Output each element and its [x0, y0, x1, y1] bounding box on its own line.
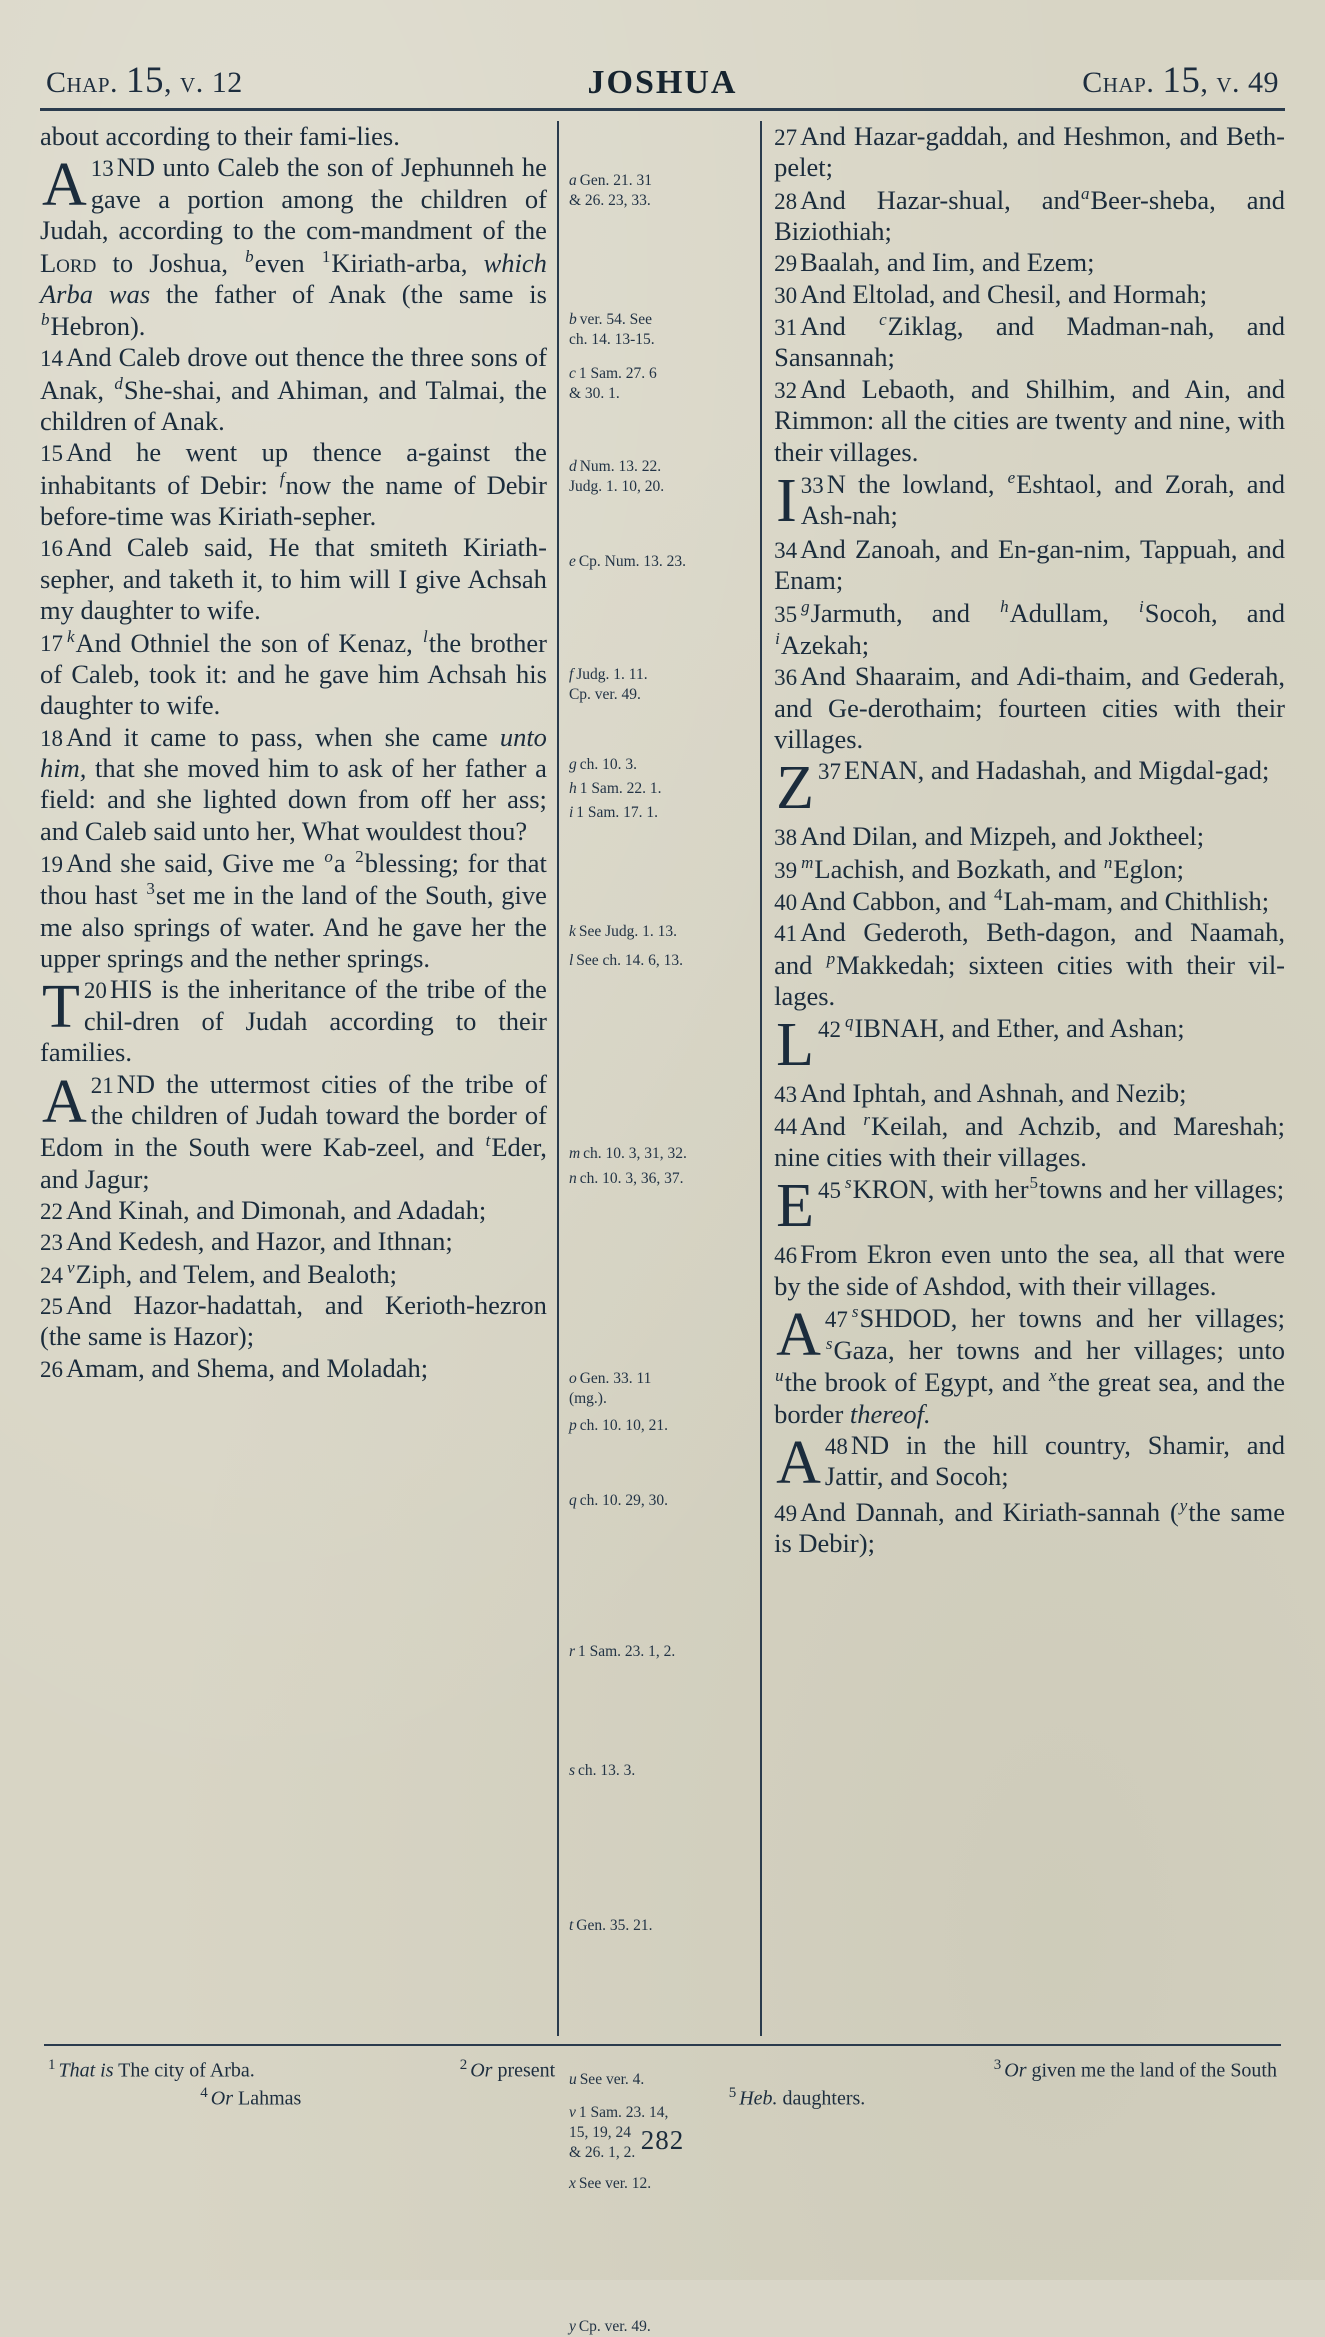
- verse-text: IBNAH, and Ether, and: [854, 1013, 1105, 1043]
- verse-number: 24: [40, 1262, 63, 1288]
- verse-number: 18: [40, 725, 63, 751]
- verse-number: 20: [83, 978, 107, 1004]
- verse-number: 43: [774, 1082, 798, 1108]
- verse-paragraph: 17 $^k$And Othniel the son of Kenaz, $^l$the brother of Caleb, took it: and he gave him Achsah his daughter to wife.: [40, 626, 547, 721]
- note-line: Cp. ver. 49.: [578, 2318, 651, 2336]
- verse-text: ENAN, and Hadashah,: [843, 755, 1087, 786]
- verse-paragraph: 14 And Caleb drove out thence the three sons of Anak, $^d$She-shai, and Ahiman, and Talmai, the children of Anak.: [40, 342, 547, 436]
- verse-number: 37: [817, 759, 841, 785]
- verse-text: ND the uttermost cities of: [116, 1068, 411, 1099]
- note-marker-f: f: [279, 468, 285, 488]
- note-line: ver. 54. See: [579, 311, 653, 329]
- verse-paragraph: 40 And Cabbon, and $^4$Lah-mam, and Chithlish;: [774, 884, 1270, 916]
- note-line: ch. 10. 3.: [579, 755, 637, 773]
- verse-number: 26: [40, 1356, 63, 1382]
- verse-number: 35: [774, 601, 798, 627]
- verse-text-cont: Shamir, and Jattir, and Socoh;: [824, 1430, 1286, 1492]
- note-marker-i2: i: [775, 628, 780, 648]
- verse-paragraph: [40, 1290, 547, 1353]
- verse-paragraph: [774, 279, 1285, 310]
- verse-italic: unto him,: [40, 721, 547, 783]
- note-line: Gen. 35. 21.: [576, 1917, 653, 1935]
- note-mark: i: [568, 803, 574, 821]
- footnote-mark: 2: [459, 2057, 468, 2073]
- verse-paragraph: [40, 1353, 547, 1384]
- cross-reference-note: [569, 2103, 752, 2163]
- footnote-mark: 1: [48, 2057, 56, 2073]
- verse-number: 41: [774, 921, 798, 947]
- drop-cap: Z: [776, 754, 814, 823]
- verse-text: And Zanoah, and En-gan-nim, Tappuah, and Enam;: [774, 533, 1285, 596]
- note-mark: y: [568, 2318, 576, 2336]
- verse-text-cont2: to Joshua,: [96, 247, 245, 278]
- drop-cap: T: [42, 973, 80, 1042]
- note-line: Num. 13. 22.: [579, 457, 662, 475]
- note-line: Gen. 21. 31: [579, 172, 653, 189]
- drop-cap: A: [776, 1429, 821, 1497]
- verse-number: 25: [40, 1293, 63, 1319]
- footnote-item: [48, 2056, 454, 2084]
- note-marker-m: m: [801, 852, 814, 872]
- verse-number: 32: [774, 377, 798, 403]
- note-line: 15, 19, 24: [568, 2123, 631, 2141]
- cross-reference-note: [569, 1416, 752, 1436]
- note-mark: r: [568, 1643, 575, 1661]
- footnote-italic: Or: [210, 2087, 233, 2110]
- note-marker-n: n: [1103, 852, 1113, 872]
- note-marker-u: u: [775, 1366, 784, 1386]
- verse-number: 40: [774, 889, 798, 915]
- footnote-column-left: [48, 2056, 454, 2111]
- note-line: See ver. 4.: [579, 2070, 645, 2088]
- verse-paragraph: 21 A ND the uttermost cities of the tribe of the children of Judah toward the border of Edom in the South were Kab-zeel, and $^t$Eder, and Jagur;: [40, 1067, 547, 1194]
- footnote-text: The city of Arba.: [118, 2059, 255, 2082]
- running-head: [40, 40, 1285, 111]
- verse-paragraph: 33 I N the lowland, $^e$Eshtaol, and Zorah, and Ash-nah;: [776, 466, 1285, 535]
- verse-text: HIS is the inheritance: [109, 974, 347, 1005]
- verse-paragraph: 45 $^s$ E KRON, with her$^5$towns and her villages;: [776, 1172, 1285, 1241]
- cross-reference-note: [569, 922, 752, 942]
- book-title: JOSHUA: [587, 64, 738, 101]
- note-mark: g: [568, 755, 577, 773]
- verse-paragraph: 47 $^s$ A SHDOD, her towns and her villages; $^s$Gaza, her towns and her villages; unto $^u$the brook of Egypt, and $^x$the great sea, and the border thereof.: [774, 1300, 1286, 1429]
- verse-number: 15: [40, 441, 63, 467]
- verse-paragraph: 28 And Hazar-shual, and$^a$Beer-sheba, and Biziothiah;: [774, 183, 1285, 246]
- verse-paragraph: 16 And Caleb said, He that smiteth Kiriath-sepher, and taketh it, to him will I give Achsah my daughter to wife.: [40, 532, 547, 626]
- verse-text-cont: Jephunneh he gave a portion among the children of Judah, according to the com-mandment of the: [40, 152, 547, 246]
- verse-text: And Hazar-gaddah, and Heshmon, and Beth-pelet;: [774, 121, 1285, 183]
- verse-text: And Shaaraim, and Adi-thaim, and Gederah, and Ge-derothaim; fourteen cities with their villages.: [774, 661, 1285, 754]
- verse-text: ND unto Caleb the son of: [116, 152, 394, 183]
- note-line: 1 Sam. 17. 1.: [576, 803, 659, 821]
- verse-number: 39: [774, 857, 798, 883]
- verse-number: 38: [774, 825, 798, 851]
- verse-number: 28: [774, 188, 798, 214]
- verse-number: 21: [90, 1072, 114, 1098]
- note-marker-x3: x: [1048, 1366, 1057, 1386]
- verse-text-cont: of the tribe of the chil-dren of Judah according to their families.: [40, 974, 547, 1068]
- note-mark: e: [568, 553, 576, 571]
- verse-paragraph: 13 A ND unto Caleb the son of Jephunneh he gave a portion among the children of Judah, according to the com-mandment of the Lord to Joshua, $^b$even $^1$Kiriath-arba, which Arba was the father of Anak (the same is $^b$Hebron).: [40, 151, 547, 341]
- running-head-right-verse: , v. 49: [1200, 66, 1279, 99]
- verse-number: 22: [40, 1198, 63, 1224]
- footnote-text: Lahmas: [237, 2087, 302, 2110]
- drop-cap: L: [776, 1011, 814, 1080]
- verse-paragraph: 41 And Gederoth, Beth-dagon, and Naamah, and $^p$Makkedah; sixteen cities with their vil-lages.: [774, 917, 1286, 1011]
- verse-paragraph: 18 And it came to pass, when she came unto him, that she moved him to ask of her father a field: and she lighted down from off her ass; and Caleb said unto her, What wouldest thou?: [40, 721, 547, 846]
- note-line: See Judg. 1. 13.: [578, 922, 677, 940]
- note-marker-k: k: [67, 626, 75, 646]
- note-mark: q: [568, 1491, 577, 1509]
- cross-reference-note: [569, 755, 752, 775]
- verse-text: Amam, and Shema, and Moladah;: [66, 1352, 429, 1383]
- note-mark: h: [568, 779, 577, 797]
- verse-paragraph: [40, 121, 547, 152]
- verse-number: 23: [40, 1230, 63, 1256]
- note-line: & 30. 1.: [568, 384, 620, 402]
- note-line: Judg. 1. 10, 20.: [568, 477, 665, 495]
- note-line: See ch. 14. 6, 13.: [576, 952, 684, 970]
- drop-cap: A: [42, 1067, 87, 1136]
- footnote-marker-3: 3: [146, 879, 155, 899]
- verse-text: And Dilan, and Mizpeh, and Joktheel;: [800, 821, 1205, 852]
- drop-cap: A: [42, 151, 87, 220]
- verse-number: 33: [800, 472, 824, 498]
- cross-reference-note: [569, 1169, 752, 1189]
- note-marker-s3: s: [825, 1334, 833, 1354]
- footnote-text: given me the land of the South: [1031, 2059, 1277, 2082]
- verse-text: And Kinah, and Dimonah, and Adadah;: [66, 1194, 487, 1225]
- note-marker-y: y: [1179, 1496, 1188, 1515]
- verse-italic: which Arba was: [40, 247, 547, 309]
- note-mark: b: [568, 311, 577, 329]
- cross-reference-note: [569, 1916, 752, 1936]
- verse-paragraph: [774, 1430, 1285, 1496]
- footnote-text: daughters.: [782, 2087, 866, 2110]
- verse-text: And Eltolad, and Chesil, and Hormah;: [800, 278, 1208, 309]
- divine-name: Lord: [40, 247, 97, 278]
- verse-paragraph: [774, 247, 1285, 278]
- page-number: 282: [640, 2125, 685, 2156]
- note-line: ch. 10. 10, 21.: [579, 1416, 668, 1434]
- note-line: ch. 10. 29, 30.: [579, 1491, 668, 1509]
- cross-reference-note: [569, 364, 752, 404]
- verse-paragraph: 15 And he went up thence a-gainst the inhabitants of Debir: $^f$now the name of Debir before-time was Kiriath-sepher.: [40, 437, 547, 531]
- running-head-right-chapter: 15: [1162, 60, 1201, 101]
- note-mark: v: [568, 2103, 576, 2121]
- verse-number: 34: [774, 537, 798, 563]
- verse-number: 48: [824, 1434, 848, 1459]
- cross-reference-note: [569, 1369, 752, 1409]
- note-line: 1 Sam. 27. 6: [578, 364, 657, 382]
- note-line: Cp. ver. 49.: [568, 686, 641, 704]
- cross-reference-note: [569, 171, 752, 211]
- verse-number: 19: [40, 851, 63, 877]
- footnote-marker-5: 5: [1029, 1173, 1039, 1193]
- note-marker-q: q: [844, 1012, 854, 1032]
- note-line: ch. 10. 3, 31, 32.: [583, 1145, 687, 1163]
- verse-text: And Lebaoth, and Shilhim, and Ain, and Rimmon: all the cities are twenty and nine, with their villages.: [774, 373, 1285, 467]
- verse-paragraph: 39 $^m$Lachish, and Bozkath, and $^n$Eglon;: [774, 852, 1185, 884]
- cross-reference-note: [569, 1642, 752, 1662]
- running-head-right-prefix: Chap.: [1082, 66, 1155, 99]
- note-line: Gen. 33. 11: [579, 1369, 652, 1387]
- note-mark: k: [568, 922, 576, 940]
- verse-text: From Ekron even unto the sea, all that were by the side of Ashdod, with their villages.: [774, 1239, 1285, 1301]
- verse-text-cont: Ashan;: [1109, 1013, 1185, 1043]
- note-mark: c: [568, 364, 576, 382]
- left-text-column: [40, 121, 557, 2036]
- cross-reference-note: [569, 552, 752, 572]
- verse-text: And Hazor-hadattah, and Kerioth-hezron (the same is Hazor);: [40, 1289, 547, 1352]
- verse-text: And Kedesh, and Hazor, and Ithnan;: [66, 1226, 453, 1257]
- footnote-italic: Heb.: [739, 2087, 778, 2110]
- footnote-column-right: [871, 2056, 1277, 2111]
- running-head-right: [1082, 59, 1279, 102]
- note-marker-o: o: [324, 847, 333, 867]
- verse-paragraph: [774, 661, 1285, 755]
- cross-reference-note: [569, 665, 752, 705]
- note-marker-c: c: [879, 310, 887, 330]
- page-sheet: [40, 40, 1286, 2336]
- running-head-left-verse: , v. 12: [164, 66, 243, 99]
- verse-number: 29: [774, 251, 798, 277]
- verse-paragraph: [774, 374, 1285, 468]
- verse-number: 17: [40, 631, 63, 657]
- verse-number: 16: [40, 536, 63, 562]
- note-mark: d: [568, 457, 577, 475]
- running-head-left-prefix: Chap.: [46, 66, 119, 99]
- note-marker-e: e: [1007, 467, 1016, 487]
- verse-paragraph: [40, 974, 547, 1068]
- note-mark: t: [568, 1917, 574, 1935]
- note-marker-b2: b: [41, 310, 50, 330]
- note-mark: l: [568, 952, 574, 970]
- footnote-item: [871, 2056, 1277, 2084]
- drop-cap: E: [776, 1172, 814, 1241]
- note-mark: n: [568, 1170, 577, 1188]
- running-head-left: [46, 59, 243, 102]
- verse-paragraph: [774, 1239, 1285, 1302]
- drop-cap: A: [776, 1300, 821, 1369]
- cross-reference-note: [569, 951, 752, 971]
- note-marker-d: d: [114, 373, 123, 393]
- verse-number: 49: [774, 1500, 798, 1526]
- footnote-italic: That is: [58, 2059, 114, 2082]
- footnote-italic: Or: [470, 2059, 493, 2082]
- footnote-mark: 5: [728, 2084, 737, 2101]
- note-line: Cp. Num. 13. 23.: [578, 553, 687, 571]
- note-marker-b: b: [245, 246, 254, 266]
- note-mark: s: [568, 1762, 575, 1780]
- note-mark: o: [568, 1369, 577, 1387]
- note-line: 1 Sam. 23. 14,: [578, 2103, 669, 2121]
- cross-reference-note: [569, 2317, 752, 2337]
- note-marker-t: t: [485, 1131, 491, 1151]
- cross-reference-note: [569, 2174, 752, 2194]
- verse-number: 31: [774, 315, 798, 340]
- cross-reference-note: [569, 803, 752, 823]
- note-line: Judg. 1. 11.: [576, 666, 648, 684]
- verse-paragraph: [774, 755, 1285, 821]
- footnote-text: present: [497, 2059, 556, 2082]
- note-mark: a: [568, 172, 577, 189]
- verse-paragraph: 49 And Dannah, and Kiriath-sannah ($^y$the same is Debir);: [774, 1496, 1286, 1559]
- cross-reference-note: [569, 457, 752, 497]
- verse-text-cont: and Migdal-gad;: [1093, 755, 1270, 786]
- footnote-marker-2: 2: [355, 847, 364, 867]
- note-line: ch. 14. 13-15.: [568, 331, 655, 349]
- note-marker-g: g: [801, 596, 810, 616]
- verse-paragraph: 24 $^v$Ziph, and Telem, and Bealoth;: [40, 1257, 398, 1289]
- footnote-mark: 4: [200, 2084, 208, 2101]
- footnote-item: [48, 2084, 454, 2112]
- drop-cap: I: [776, 466, 797, 535]
- note-marker-s2: s: [851, 1301, 859, 1321]
- right-text-column: [762, 121, 1285, 2036]
- cross-reference-note: [569, 1761, 752, 1781]
- note-mark: u: [568, 2070, 577, 2088]
- note-line: 1 Sam. 23. 1, 2.: [577, 1643, 676, 1661]
- verse-number: 44: [774, 1114, 798, 1140]
- verse-text: And Iphtah, and Ashnah, and Nezib;: [800, 1078, 1187, 1109]
- verse-paragraph: [774, 534, 1285, 597]
- note-marker-r: r: [863, 1109, 871, 1129]
- verse-number: 36: [774, 665, 798, 691]
- cross-reference-note: [569, 779, 752, 799]
- note-line: ch. 13. 3.: [577, 1762, 636, 1780]
- verse-paragraph: 31 And $^c$Ziklag, and Madman-nah, and Sansannah;: [774, 310, 1286, 373]
- cross-reference-note: [569, 310, 752, 350]
- note-marker-x: v: [67, 1257, 75, 1277]
- verse-number: 27: [774, 125, 798, 150]
- cross-reference-note: [569, 1491, 752, 1511]
- verse-paragraph: 35 $^g$Jarmuth, and $^h$Adullam, $^i$Socoh, and $^i$Azekah;: [774, 596, 1285, 660]
- note-mark: m: [568, 1145, 581, 1163]
- note-line: See ver. 12.: [578, 2175, 652, 2193]
- cross-reference-note: [569, 1144, 752, 1164]
- note-marker-p: p: [826, 948, 836, 968]
- verse-number: 30: [774, 282, 798, 308]
- verse-number: 45: [817, 1178, 841, 1203]
- note-marker-s: s: [844, 1173, 852, 1193]
- verse-paragraph: [40, 1226, 547, 1257]
- note-marker-l: l: [423, 626, 428, 646]
- footnote-marker-4: 4: [993, 884, 1003, 904]
- verse-paragraph: [774, 1012, 1285, 1078]
- verse-paragraph: [40, 1195, 547, 1226]
- verse-number: 46: [774, 1243, 798, 1269]
- verse-text: about according to their fami-lies.: [40, 121, 400, 151]
- note-line: & 26. 1, 2.: [568, 2143, 636, 2161]
- verse-italic: thereof.: [849, 1398, 931, 1429]
- verse-text: ND in the hill country,: [850, 1430, 1131, 1460]
- footnote-italic: Or: [1004, 2059, 1027, 2082]
- note-line: (mg.).: [568, 1389, 607, 1407]
- footnote-marker-1: 1: [321, 246, 331, 266]
- note-marker-h: h: [1000, 596, 1009, 616]
- note-marker-a: a: [1081, 183, 1090, 203]
- footnote-mark: 3: [993, 2057, 1002, 2073]
- note-marker-i: i: [1139, 596, 1144, 616]
- note-line: 1 Sam. 22. 1.: [579, 779, 662, 797]
- verse-paragraph: 44 And $^r$Keilah, and Achzib, and Mareshah; nine cities with their villages.: [774, 1109, 1285, 1172]
- verse-number: 47: [824, 1306, 848, 1332]
- verse-paragraph: 19 And she said, Give me $^o$a $^2$blessing; for that thou hast $^3$set me in the land of the South, give me also springs of water. And he gave her the upper springs and the nether springs.: [40, 847, 547, 973]
- verse-number: 42: [817, 1017, 841, 1042]
- verse-paragraph: [774, 121, 1285, 184]
- verse-text: Baalah, and Iim, and Ezem;: [800, 247, 1095, 278]
- note-line: & 26. 23, 33.: [568, 192, 651, 210]
- verse-number: 13: [90, 156, 114, 182]
- note-mark: p: [568, 1416, 577, 1434]
- running-head-left-chapter: 15: [126, 60, 165, 101]
- note-mark: x: [568, 2175, 576, 2193]
- verse-paragraph: [774, 821, 1285, 852]
- cross-reference-note: [569, 2070, 752, 2090]
- verse-paragraph: [774, 1078, 1285, 1109]
- note-mark: f: [568, 666, 574, 684]
- verse-number: 14: [40, 346, 63, 372]
- note-line: ch. 10. 3, 36, 37.: [579, 1170, 684, 1188]
